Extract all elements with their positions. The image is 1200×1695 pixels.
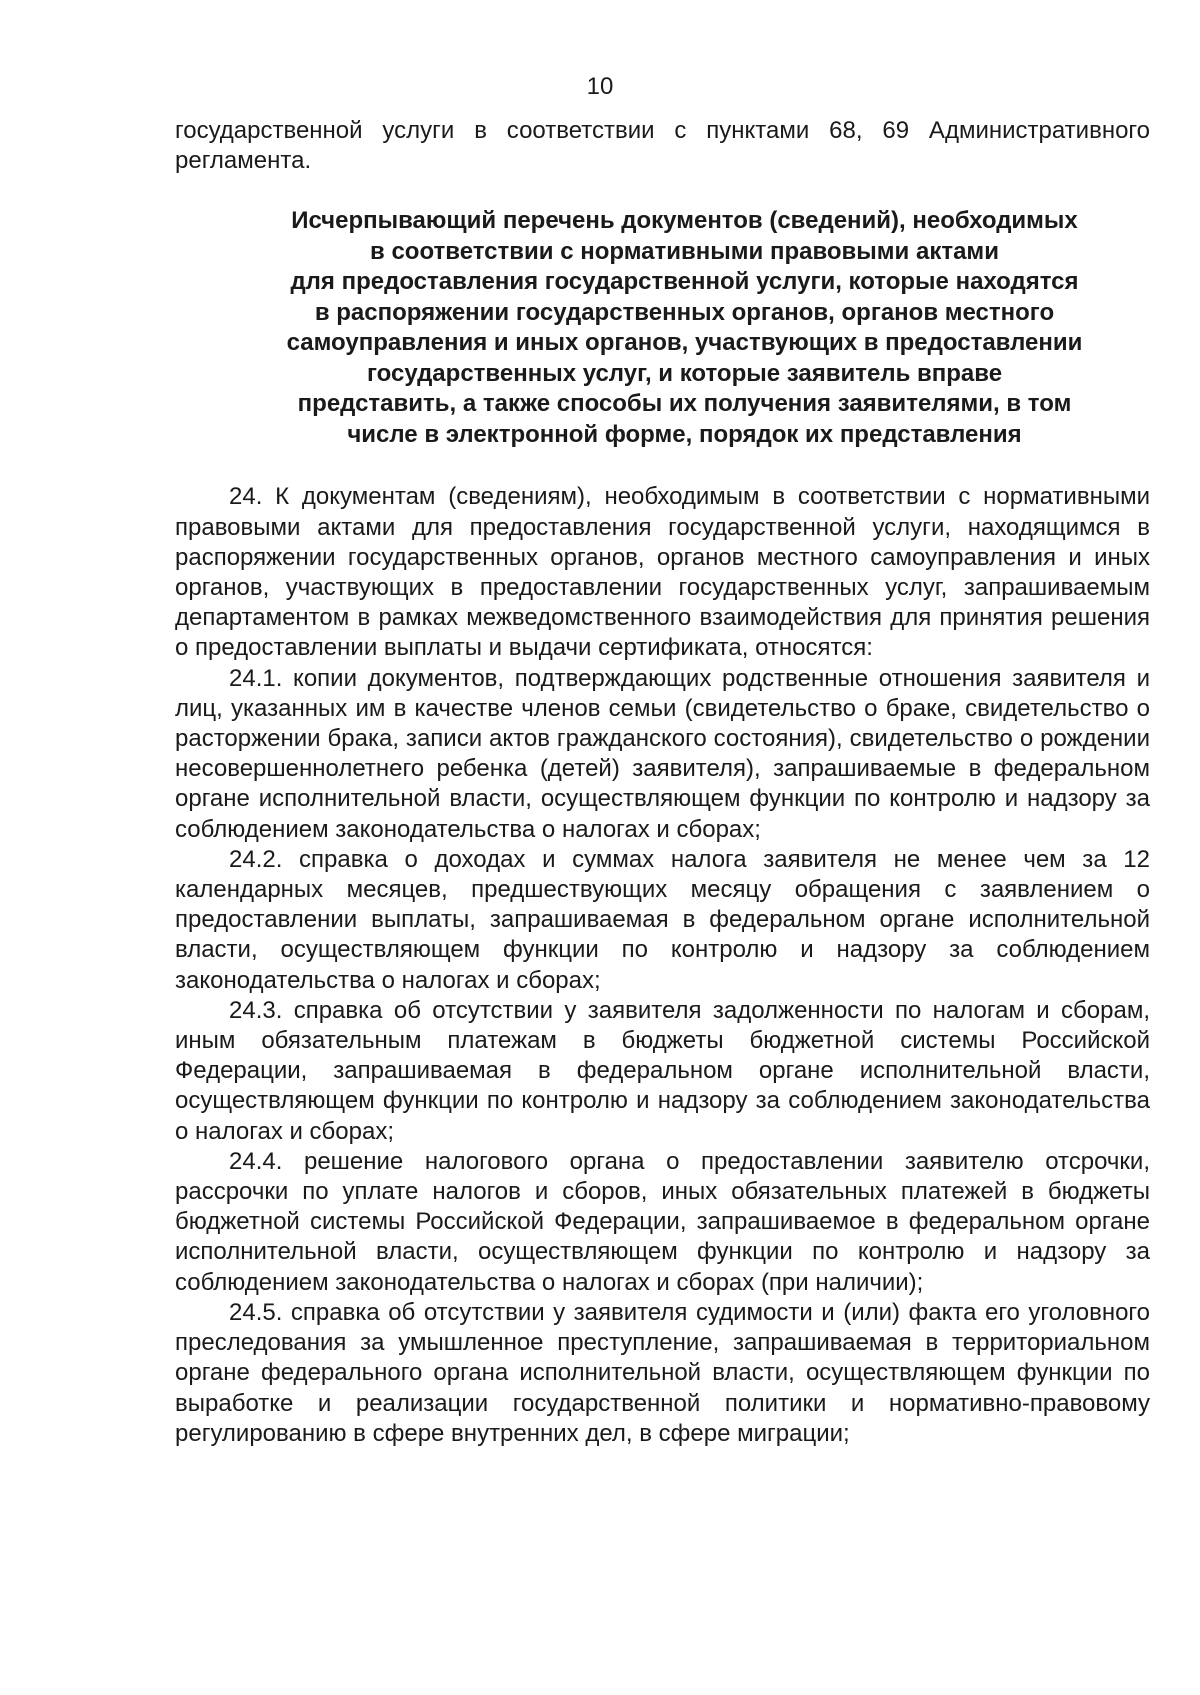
heading-line: представить, а также способы их получения заявителями, в том: [297, 390, 1072, 418]
heading-line: для предоставления государственной услуги, которые находятся: [290, 268, 1079, 296]
paragraph-24-3: 24.3. справка об отсутствии у заявителя задолженности по налогам и сборам, иным обязательным платежам в бюджеты бюджетной системы Российской Федерации, запрашиваемая в федеральном органе исполнительной власти, осуществляющем функции по контролю и надзору за соблюдением законодательства о налогах и сборах;: [175, 996, 1150, 1145]
intro-paragraph: государственной услуги в соответствии с пунктами 68, 69 Административного регламента.: [175, 117, 1150, 175]
heading-line: в соответствии с нормативными правовыми актами: [370, 237, 999, 265]
document-body: [175, 116, 1150, 1449]
section-heading: [175, 206, 1150, 450]
heading-line: государственных услуг, и которые заявитель вправе: [366, 359, 1003, 387]
paragraph-24-4: 24.4. решение налогового органа о предоставлении заявителю отсрочки, рассрочки по уплате налогов и сборов, иных обязательных платежей в бюджеты бюджетной системы Российской Федерации, запрашиваемое в федеральном органе исполнительной власти, осуществляющем функции по контролю и надзору за соблюдением законодательства о налогах и сборах (при наличии);: [175, 1147, 1150, 1296]
heading-line: Исчерпывающий перечень документов (сведений), необходимых: [291, 207, 1078, 235]
paragraph-24-5: 24.5. справка об отсутствии у заявителя судимости и (или) факта его уголовного преследования за умышленное преступление, запрашиваемая в территориальном органе федерального органа исполнительной власти, осуществляющем функции по выработке и реализации государственной политики и нормативно-правовому регулированию в сфере внутренних дел, в сфере миграции;: [175, 1298, 1150, 1447]
heading-line: числе в электронной форме, порядок их представления: [347, 420, 1022, 448]
paragraph-24-2: 24.2. справка о доходах и суммах налога заявителя не менее чем за 12 календарных месяцев, предшествующих месяцу обращения с заявлением о предоставлении выплаты, запрашиваемая в федеральном органе исполнительной власти, осуществляющем функции по контролю и надзору за соблюдением законодательства о налогах и сборах;: [175, 845, 1150, 994]
heading-line: в распоряжении государственных органов, органов местного: [314, 298, 1055, 326]
paragraph-24: 24. К документам (сведениям), необходимым в соответствии с нормативными правовыми актами для предоставления государственной услуги, находящимся в распоряжении государственных органов, органов местного самоуправления и иных органов, участвующих в предоставлении государственных услуг, запрашиваемым департаментом в рамках межведомственного взаимодействия для принятия решения о предоставлении выплаты и выдачи сертификата, относятся:: [175, 483, 1150, 662]
heading-line: самоуправления и иных органов, участвующих в предоставлении: [286, 329, 1083, 357]
page-number: 10: [586, 73, 614, 100]
paragraph-24-1: 24.1. копии документов, подтверждающих родственные отношения заявителя и лиц, указанных им в качестве членов семьи (свидетельство о браке, свидетельство о расторжении брака, записи актов гражданского состояния), свидетельство о рождении несовершеннолетнего ребенка (детей) заявителя), запрашиваемые в федеральном органе исполнительной власти, осуществляющем функции по контролю и надзору за соблюдением законодательства о налогах и сборах;: [175, 664, 1150, 843]
